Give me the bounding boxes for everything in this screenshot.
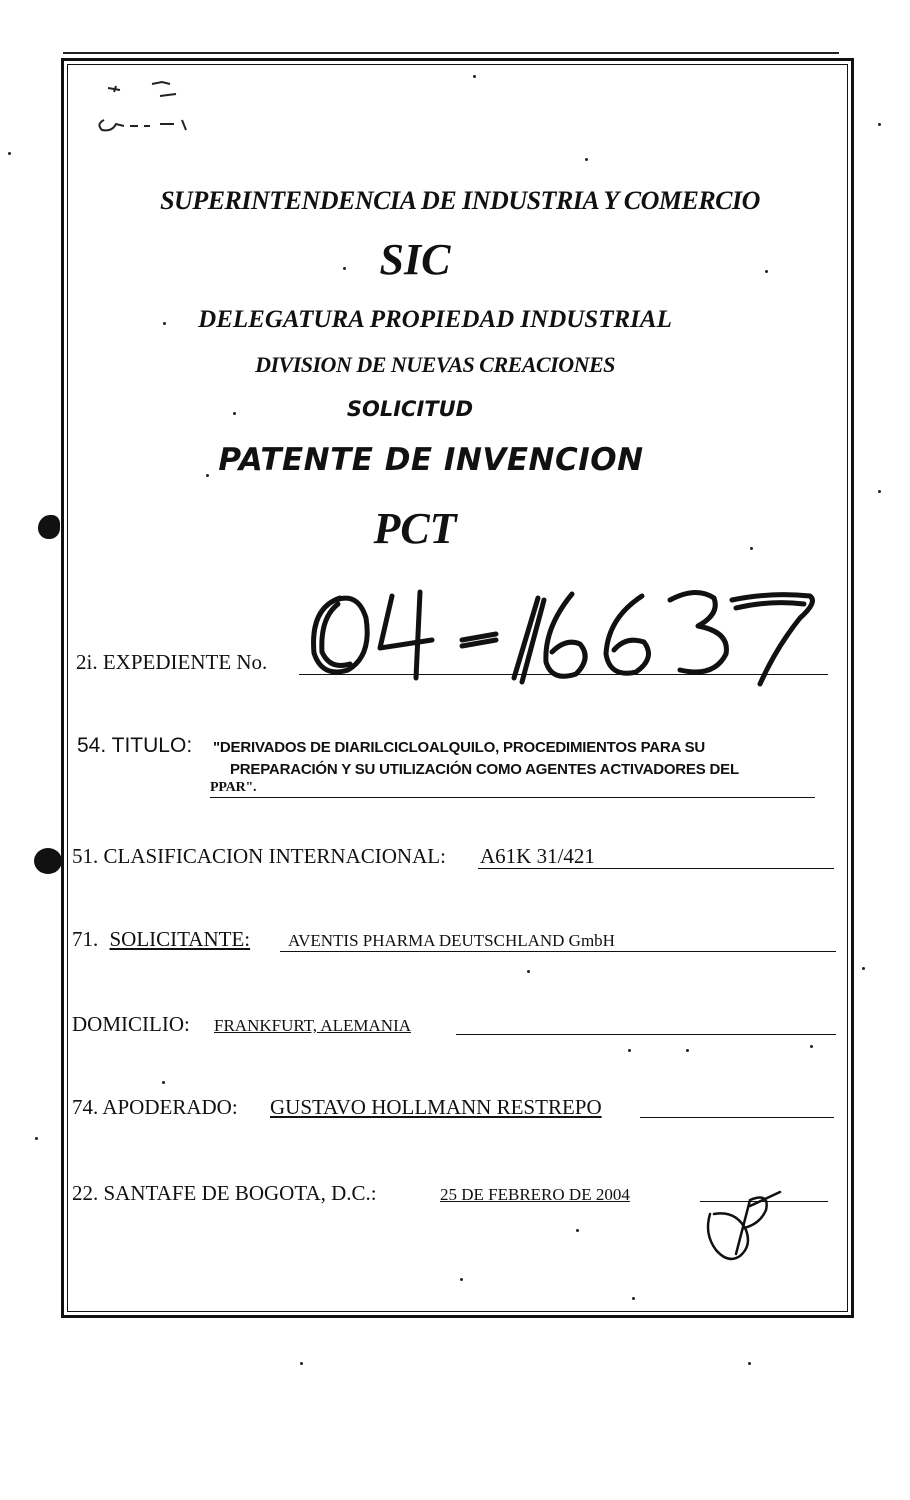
clasificacion-value: A61K 31/421 [480,844,595,868]
expediente-label: 2i. EXPEDIENTE No. [76,650,268,674]
speck [35,1137,38,1140]
titulo-underline [210,797,815,798]
clasificacion-underline [478,868,834,869]
titulo-value-line2: PREPARACIÓN Y SU UTILIZACIÓN COMO AGENTES ACTIVADORES DEL [230,761,739,778]
apoderado-value: GUSTAVO HOLLMANN RESTREPO [270,1095,602,1119]
titulo-value-line1: "DERIVADOS DE DIARILCICLOALQUILO, PROCEDIMIENTOS PARA SU [213,739,706,756]
speck [748,1362,751,1365]
solicitante-value: AVENTIS PHARMA DEUTSCHLAND GmbH [288,931,615,950]
speck [206,474,209,477]
solicitante-label-text: SOLICITANTE: [109,927,251,951]
speck [810,1045,813,1048]
expediente-handwritten-number [300,578,830,688]
handwritten-initials [700,1180,790,1270]
speck [460,1278,463,1281]
apoderado-label: 74. APODERADO: [72,1095,238,1119]
domicilio-underline [456,1034,836,1035]
speck [163,322,166,325]
speck [162,1081,165,1084]
fecha-label: 22. SANTAFE DE BOGOTA, D.C.: [72,1181,377,1205]
clasificacion-label: 51. CLASIFICACION INTERNACIONAL: [72,844,446,868]
apoderado-underline [640,1117,834,1118]
domicilio-label: DOMICILIO: [72,1012,190,1036]
solicitante-underline [280,951,836,952]
titulo-value-line3: PPAR". [210,780,257,795]
speck [765,270,768,273]
top-rule [63,52,839,54]
route-heading: PCT [373,504,457,553]
scribble-mark [90,80,200,140]
speck [343,267,346,270]
punch-hole-bottom [34,848,62,874]
speck [878,123,881,126]
division-heading: DIVISION DE NUEVAS CREACIONES [255,352,615,377]
speck [576,1229,579,1232]
speck [300,1362,303,1365]
speck [628,1049,631,1052]
solicitante-number: 71. [72,927,99,951]
agency-acronym: SIC [379,235,451,284]
delegation-heading: DELEGATURA PROPIEDAD INDUSTRIAL [198,306,672,333]
speck [686,1049,689,1052]
request-type-heading: SOLICITUD [346,397,474,421]
speck [750,547,753,550]
fecha-value: 25 DE FEBRERO DE 2004 [440,1185,630,1204]
speck [527,970,530,973]
titulo-label: 54. TITULO: [77,734,193,757]
speck [585,158,588,161]
speck [473,75,476,78]
speck [878,490,881,493]
domicilio-value: FRANKFURT, ALEMANIA [214,1016,412,1035]
solicitante-label [72,927,250,952]
document-type-heading: PATENTE DE INVENCION [218,442,644,478]
speck [632,1297,635,1300]
speck [8,152,11,155]
speck [233,412,236,415]
agency-heading: SUPERINTENDENCIA DE INDUSTRIA Y COMERCIO [160,186,760,215]
speck [862,967,865,970]
